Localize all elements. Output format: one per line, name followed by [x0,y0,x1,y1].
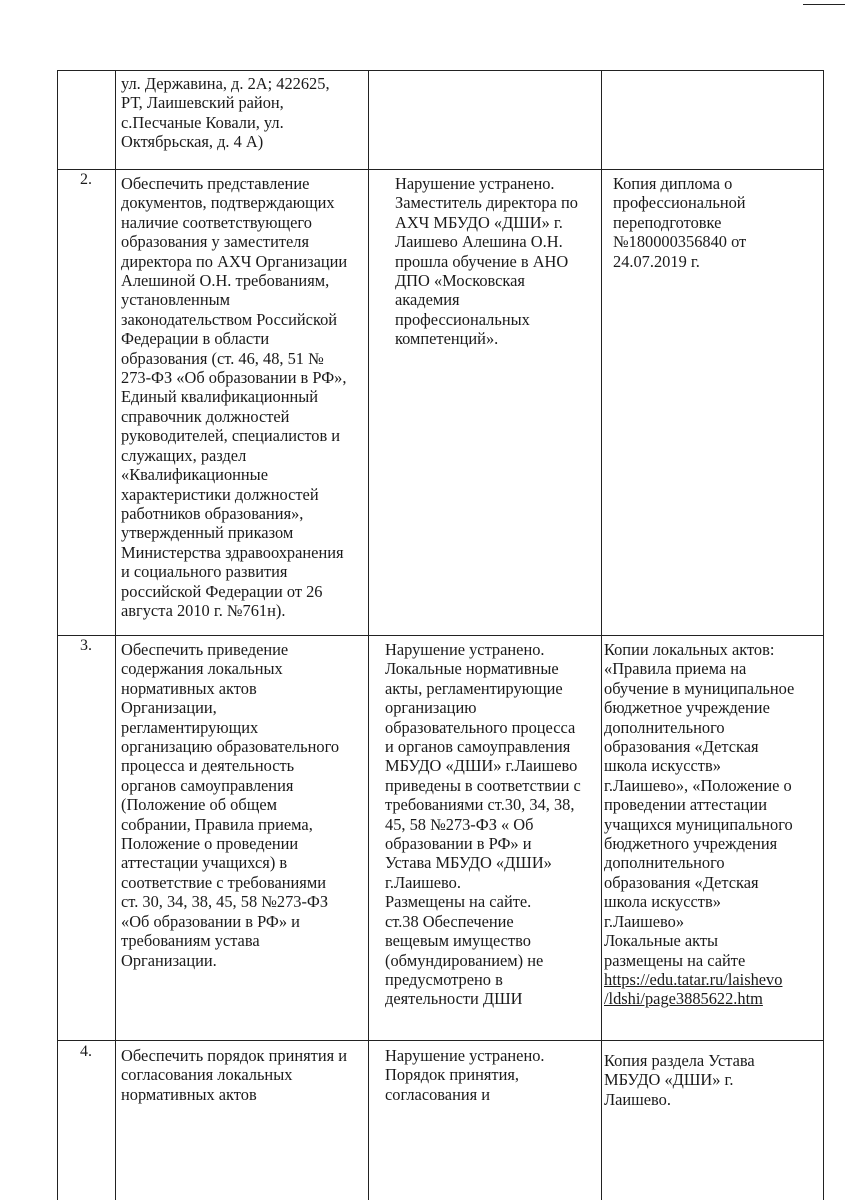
table-row-2-result: Нарушение устранено. Заместитель директора по АХЧ МБУДО «ДШИ» г. Лаишево Алешина О.Н. прошла обучение в АНО ДПО «Московская академия профессиональных компетенций». [395,174,578,349]
table-row-4-number: 4. [80,1043,92,1060]
table-row-4-documents: Копия раздела Устава МБУДО «ДШИ» г. Лаишево. [604,1051,755,1109]
table-row-2-documents: Копия диплома о профессиональной переподготовке №180000356840 от 24.07.2019 г. [613,174,747,271]
table-row-2-requirement: Обеспечить представление документов, подтверждающих наличие соответствующего образования у заместителя директора по АХЧ Организации Алешиной О.Н. требованиям, установленным законодательством Российской Федерации в области образования (ст. 46, 48, 51 № 273-ФЗ «Об образовании в РФ», Единый квалификационный справочник должностей руководителей, специалистов и служащих, раздел «Квалификационные характеристики должностей работников образования», утвержденный приказом Министерства здравоохранения и социального развития российской Федерации от 26 августа 2010 г. №761н). [121,174,348,620]
row-divider-2 [57,635,824,636]
table-row-4-requirement: Обеспечить порядок принятия и согласования локальных нормативных актов [121,1046,347,1104]
remediation-table [57,70,824,1200]
site-link[interactable]: https://edu.tatar.ru/laishevo /ldshi/page3885622.htm [604,970,783,1009]
table-row-3-requirement: Обеспечить приведение содержания локальных нормативных актов Организации, регламентирующих организацию образовательного процесса и деятельность органов самоуправления (Положение об общем собрании, Правила приема, Положение о проведении аттестации учащихся) в соответствие с требованиями ст. 30, 34, 38, 45, 58 №273-ФЗ «Об образовании в РФ» и требованиям устава Организации. [121,640,340,970]
row-divider-top [57,70,824,71]
table-row-3-result: Нарушение устранено. Локальные нормативные акты, регламентирующие организацию образовательного процесса и органов самоуправления МБУДО «ДШИ» г.Лаишево приведены в соответствии с требованиями ст.30, 34, 38, 45, 58 №273-ФЗ « Об образовании в РФ» и Устава МБУДО «ДШИ» г.Лаишево. Размещены на сайте. ст.38 Обеспечение вещевым имущество (обмундированием) не предусмотрено в деятельности ДШИ [385,640,581,1009]
row-divider-3 [57,1040,824,1041]
table-row-2-number: 2. [80,171,92,188]
table-row-3-number: 3. [80,637,92,654]
table-row-4-result: Нарушение устранено. Порядок принятия, согласования и [385,1046,545,1104]
page-corner-rule [803,4,845,5]
row-divider-1 [57,169,824,170]
table-row-3-documents: Копии локальных актов: «Правила приема на обучение в муниципальное бюджетное учреждение дополнительного образования «Детская школа искусств» г.Лаишево», «Положение о проведении аттестации учащихся муниципального бюджетного учреждения дополнительного образования «Детская школа искусств» г.Лаишево» Локальные акты размещены на сайте [604,640,795,970]
table-row-1-requirement: ул. Державина, д. 2А; 422625, РТ, Лаишевский район, с.Песчаные Ковали, ул. Октябрьская, д. 4 А) [121,74,330,152]
